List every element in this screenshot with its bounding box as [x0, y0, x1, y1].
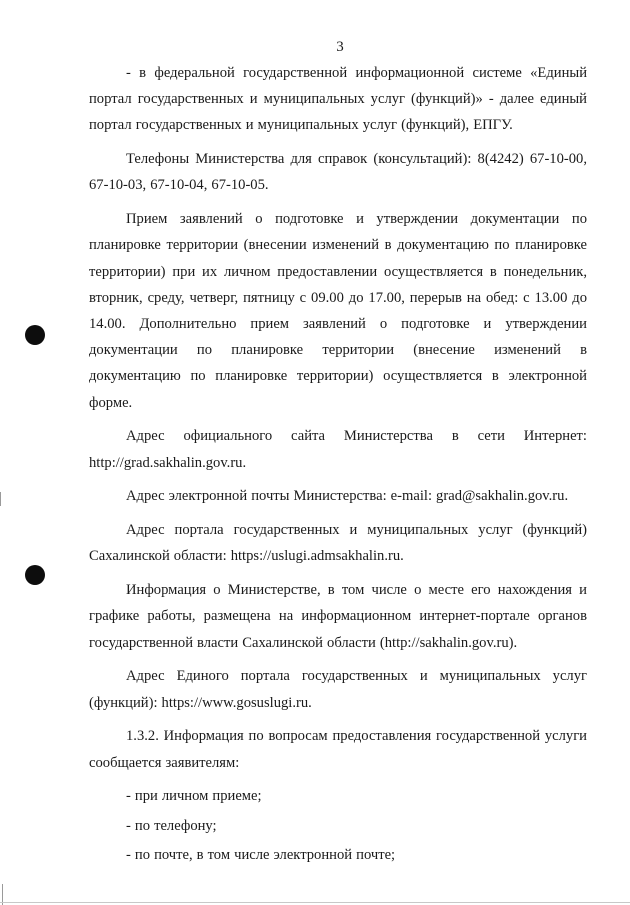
paragraph-section-1-3-2: 1.3.2. Информация по вопросам предоставления государственной услуги сообщается заявителям: — [89, 728, 587, 771]
list-item-mail: - по почте, в том числе электронной почте; — [126, 846, 396, 863]
list-item-phone: - по телефону; — [126, 817, 217, 834]
punch-hole-top — [25, 325, 45, 345]
paragraph-reception-hours: Прием заявлений о подготовке и утверждении документации по планировке территории (внесении изменений в документацию по планировке территории) при их личном предоставлении осуществляется в понедельник, вторник, среду, четверг, пятницу с 09.00 до 17.00, перерыв на обед: с 13.00 до 14.00. Дополнительно прием заявлений о подготовке и утверждении документации по планировке территории (внесение изменений в документацию по планировке территории) осуществляется в электронной форме. — [89, 211, 587, 411]
paragraph-unified-portal: Адрес Единого портала государственных и муниципальных услуг (функций): https://www.gosuslugi.ru. — [89, 668, 587, 711]
punch-hole-bottom — [25, 565, 45, 585]
paragraph-email: Адрес электронной почты Министерства: e-mail: grad@sakhalin.gov.ru. — [126, 488, 569, 505]
paragraph-official-site: Адрес официального сайта Министерства в сети Интернет: http://grad.sakhalin.gov.ru. — [89, 428, 587, 471]
paragraph-regional-portal: Адрес портала государственных и муниципальных услуг (функций) Сахалинской области: https://uslugi.admsakhalin.ru. — [89, 522, 587, 565]
paragraph-epgu: - в федеральной государственной информационной системе «Единый портал государственных и муниципальных услуг (функций)» - далее единый портал государственных и муниципальных услуг (функций), ЕПГУ. — [89, 65, 587, 134]
paragraph-ministry-info: Информация о Министерстве, в том числе о месте его нахождения и графике работы, размещена на информационном интернет-портале органов государственной власти Сахалинской области (http://sakhalin.gov.ru). — [89, 582, 587, 651]
document-body — [89, 60, 587, 871]
list-item-in-person: - при личном приеме; — [126, 788, 262, 805]
scan-bottom-edge — [0, 902, 630, 903]
paragraph-phones: Телефоны Министерства для справок (консультаций): 8(4242) 67-10-00, 67-10-03, 67-10-04, 67-10-05. — [89, 151, 587, 194]
scan-edge-mark — [0, 492, 1, 506]
page-number: 3 — [336, 39, 344, 55]
